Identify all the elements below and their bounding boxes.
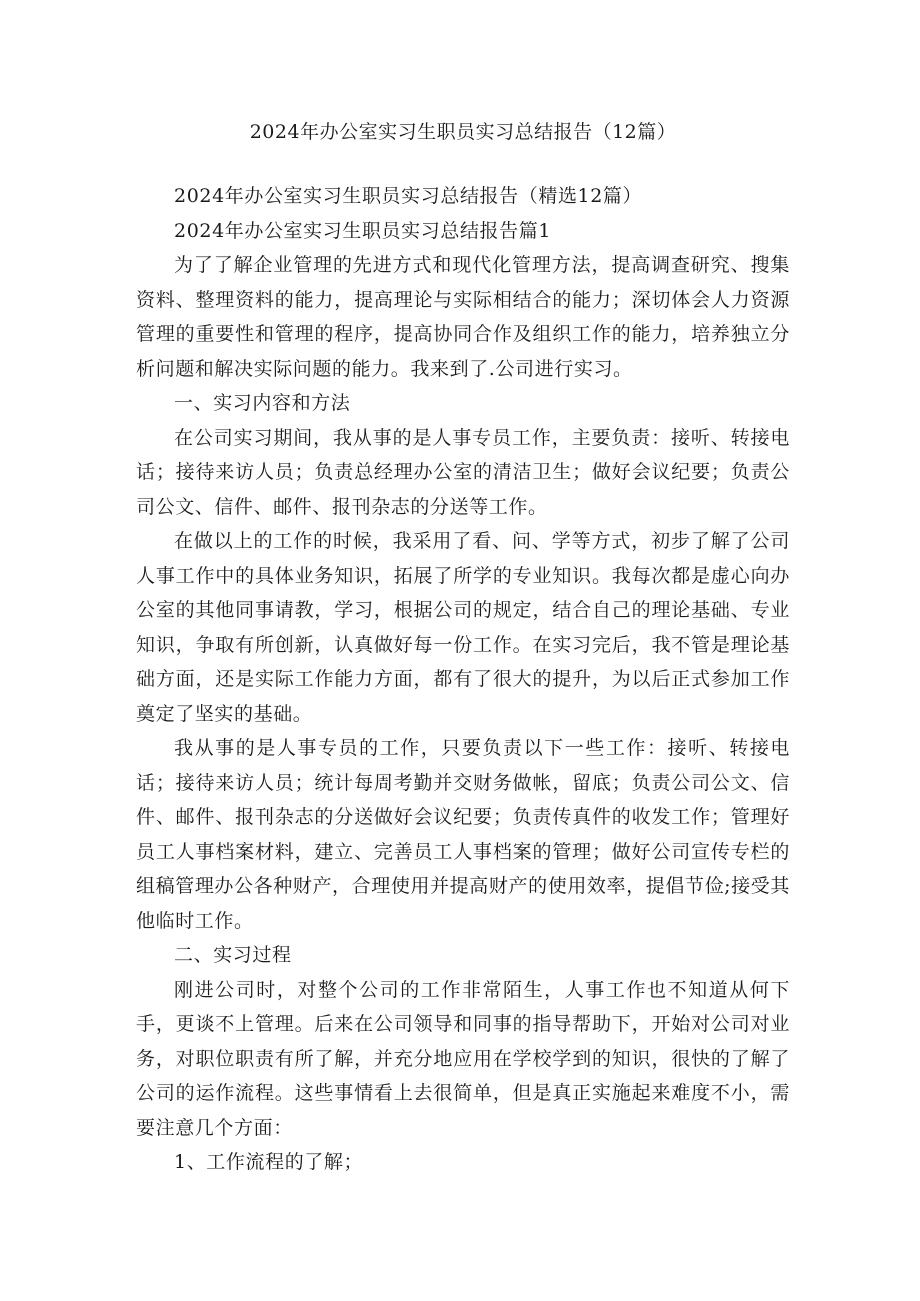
body-paragraph: 在做以上的工作的时候，我采用了看、问、学等方式，初步了解了公司人事工作中的具体业务知识，拓展了所学的专业知识。我每次都是虚心向办公室的其他同事请教，学习，根据公司的规定，结合自己的理论基础、专业知识，争取有所创新，认真做好每一份工作。在实习完后，我不管是理论基础方面，还是实际工作能力方面，都有了很大的提升，为以后正式参加工作奠定了坚实的基础。	[136, 530, 790, 725]
body-paragraph: 我从事的是人事专员的工作，只要负责以下一些工作：接听、转接电话；接待来访人员；统计每周考勤并交财务做帐，留底；负责公司公文、信件、邮件、报刊杂志的分送做好会议纪要；负责传真件的收发工作；管理好员工人事档案材料，建立、完善员工人事档案的管理；做好公司宣传专栏的组稿管理办公各种财产，合理使用并提高财产的使用效率，提倡节俭;接受其他临时工作。	[136, 737, 790, 932]
subtitle-line: 2024年办公室实习生职员实习总结报告（精选12篇）	[174, 185, 643, 207]
body-paragraph: 在公司实习期间，我从事的是人事专员工作，主要负责：接听、转接电话；接待来访人员；负责总经理办公室的清洁卫生；做好会议纪要；负责公司公文、信件、邮件、报刊杂志的分送等工作。	[136, 426, 790, 518]
document-body	[136, 179, 790, 1180]
body-paragraph: 刚进公司时，对整个公司的工作非常陌生，人事工作也不知道从何下手，更谈不上管理。后来在公司领导和同事的指导帮助下，开始对公司对业务，对职位职责有所了解，并充分地应用在学校学到的知识，很快的了解了公司的运作流程。这些事情看上去很简单，但是真正实施起来难度不小，需要注意几个方面：	[136, 978, 790, 1139]
section-title-line: 2024年办公室实习生职员实习总结报告篇1	[174, 219, 552, 242]
section-heading: 二、实习过程	[174, 944, 292, 966]
body-paragraph: 为了了解企业管理的先进方式和现代化管理方法，提高调查研究、搜集资料、整理资料的能力，提高理论与实际相结合的能力；深切体会人力资源管理的重要性和管理的程序，提高协同合作及组织工作的能力，培养独立分析问题和解决实际问题的能力。我来到了.公司进行实习。	[136, 254, 790, 380]
document-title: 2024年办公室实习生职员实习总结报告（12篇）	[249, 121, 677, 143]
list-item: 1、工作流程的了解；	[174, 1151, 364, 1173]
section-heading: 一、实习内容和方法	[174, 392, 351, 414]
